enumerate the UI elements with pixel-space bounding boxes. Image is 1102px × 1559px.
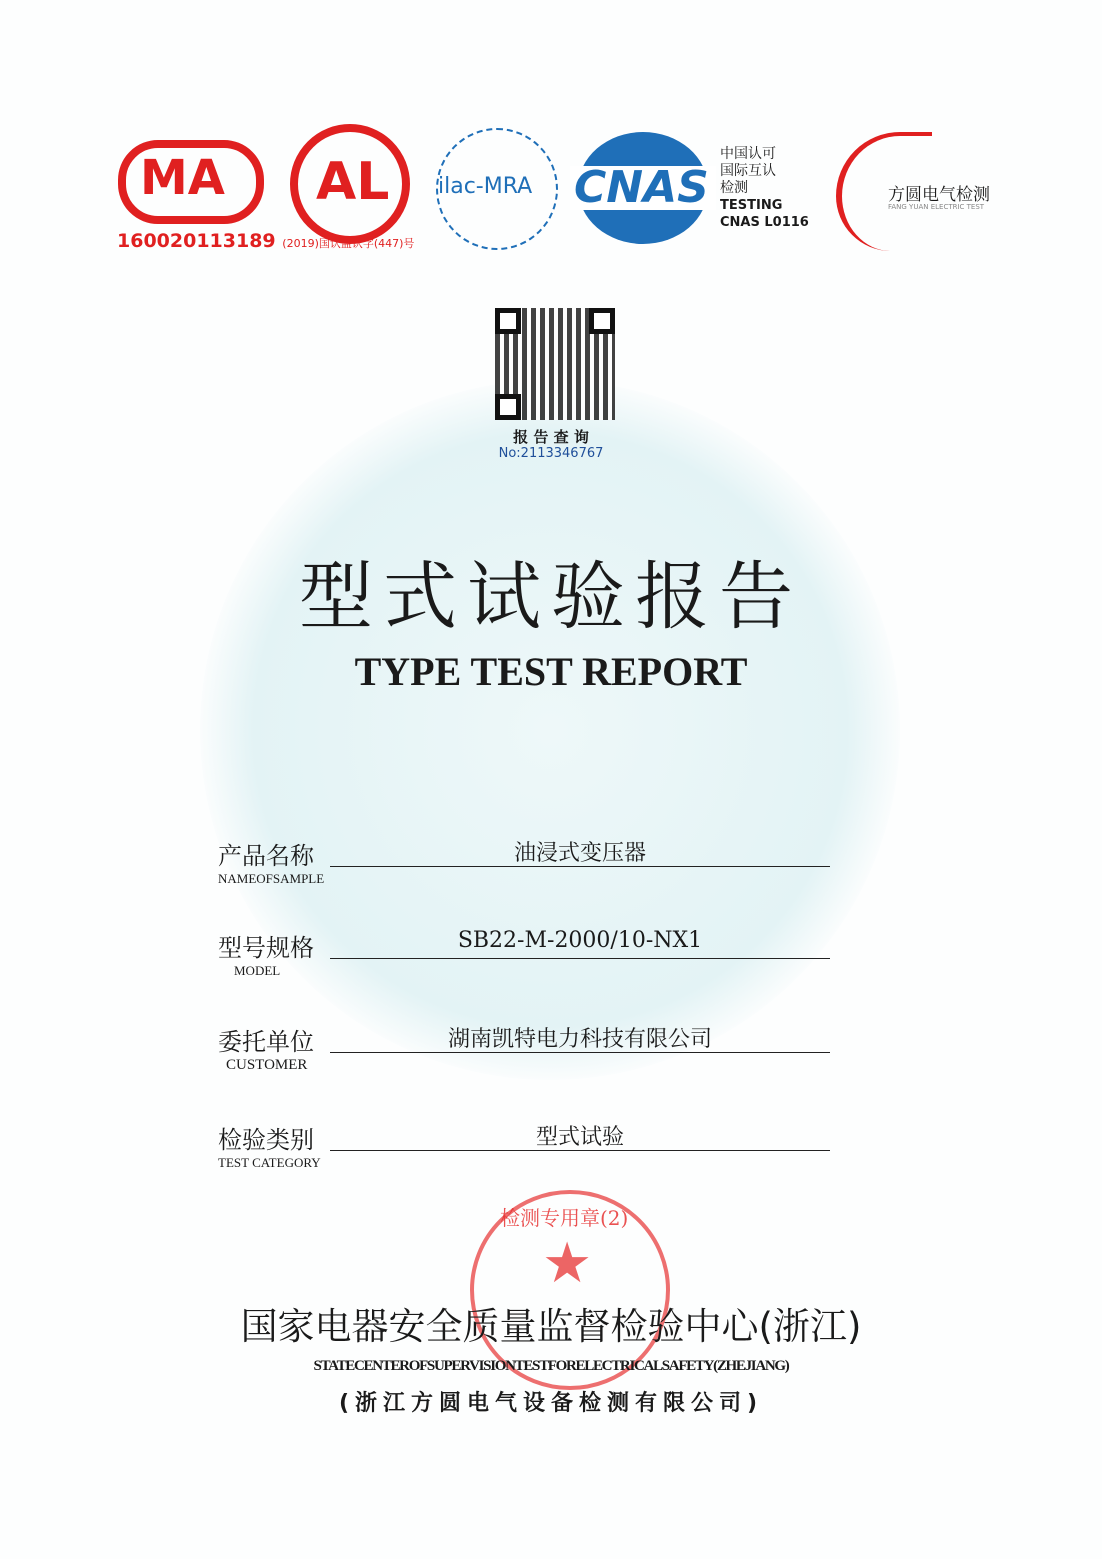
field-customer — [218, 1022, 838, 1074]
cma-logo-text: MA — [140, 150, 225, 206]
issuer-sub: (浙江方圆电气设备检测有限公司) — [338, 1391, 764, 1416]
field-label-en: TEST CATEGORY — [218, 1155, 321, 1170]
title-en: TYPE TEST REPORT — [354, 649, 748, 694]
issuer-en: STATECENTEROFSUPERVISIONTESTFORELECTRICALSAFETY(ZHEJIANG) — [313, 1358, 789, 1374]
field-value: SB22-M-2000/10-NX1 — [457, 928, 703, 953]
field-sample-name — [218, 836, 838, 887]
field-label-en: MODEL — [234, 963, 281, 978]
field-label-en: NAMEOFSAMPLE — [218, 871, 325, 886]
stamp-bottom-text: 检测专用章(2) — [500, 1206, 629, 1230]
field-label: 型号规格 — [218, 934, 314, 962]
field-value: 湖南凯特电力科技有限公司 — [447, 1027, 712, 1052]
stamp-star-icon: ★ — [542, 1231, 593, 1296]
field-value: 油浸式变压器 — [513, 841, 646, 866]
cma-number: 160020113189 (2019)国认监认字(447)号 — [117, 230, 415, 252]
field-label-en: CUSTOMER — [226, 1057, 308, 1073]
field-label: 委托单位 — [218, 1028, 314, 1056]
fangyuan-en: FANG YUAN ELECTRIC TEST — [888, 203, 985, 211]
cal-logo-text: AL — [316, 152, 390, 212]
field-label: 产品名称 — [218, 842, 314, 870]
field-test-category — [218, 1120, 838, 1171]
ilac-mra-text: ilac-MRA — [438, 174, 533, 199]
issuer-cn: 国家电器安全质量监督检验中心(浙江) — [240, 1305, 862, 1348]
title-cn: 型式试验报告 — [299, 554, 803, 640]
field-label: 检验类别 — [218, 1126, 314, 1154]
qr-caption: 报 告 查 询 — [513, 428, 589, 446]
cnas-side-text: 中国认可 国际互认 检测 TESTING CNAS L0116 — [720, 146, 809, 230]
qr-finder — [495, 308, 521, 334]
field-model — [218, 928, 838, 979]
qr-finder — [589, 308, 615, 334]
qr-finder — [495, 394, 521, 420]
field-value: 型式试验 — [535, 1125, 624, 1150]
report-number: No:2113346767 — [498, 446, 604, 461]
cnas-logo-text: CNAS — [574, 162, 709, 213]
fangyuan-name: 方圆电气检测 — [888, 185, 990, 205]
